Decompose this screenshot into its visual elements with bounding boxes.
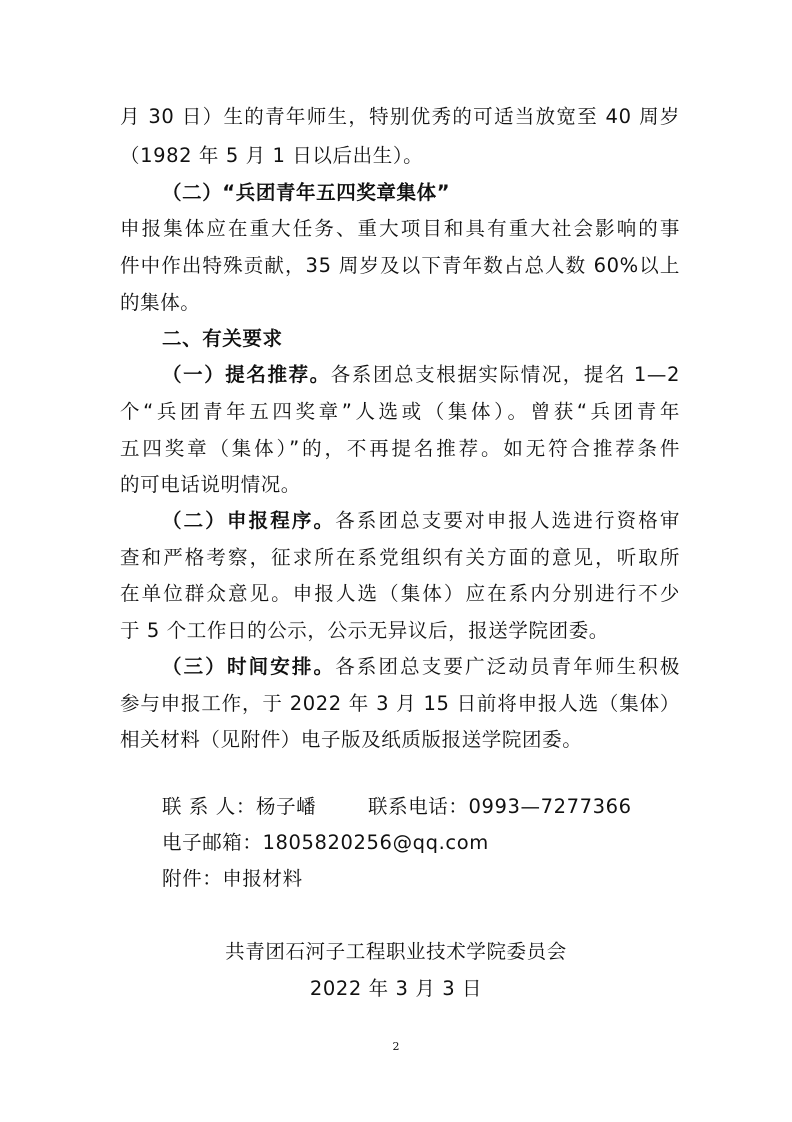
signature-org: 共青团石河子工程职业技术学院委员会 <box>225 940 567 963</box>
req3-line3: 相关材料（见附件）电子版及纸质版报送学院团委。 <box>120 728 583 751</box>
req2-line2: 查和严格考察，征求所在系党组织有关方面的意见，听取所 <box>120 546 680 569</box>
req3-line1 <box>162 654 680 680</box>
req1-line2: 个“兵团青年五四奖章”人选或（集体）。曾获“兵团青年 <box>120 400 680 423</box>
attachment-note: 附件：申报材料 <box>162 867 303 890</box>
para2-line1: 申报集体应在重大任务、重大项目和具有重大社会影响的事 <box>120 217 680 240</box>
req1-line1 <box>162 362 680 388</box>
req2-line1 <box>162 508 680 534</box>
req1-line1-rest: 各系团总支根据实际情况，提名 1—2 <box>330 363 680 386</box>
req3-lead: （三）时间安排。 <box>162 655 336 678</box>
para2-line3: 的集体。 <box>120 291 201 314</box>
contact-person: 联 系 人：杨子嶓 <box>162 795 317 818</box>
req2-line1-rest: 各系团总支要对申报人选进行资格审 <box>335 509 680 532</box>
req1-line3: 五四奖章（集体）”的，不再提名推荐。如无符合推荐条件 <box>120 437 680 460</box>
section2-heading: 二、有关要求 <box>162 327 283 350</box>
page-number: 2 <box>392 1040 400 1053</box>
req3-line1-rest: 各系团总支要广泛动员青年师生积极 <box>335 655 680 678</box>
contact-phone: 联系电话：0993—7277366 <box>368 795 632 818</box>
req2-line4: 于 5 个工作日的公示，公示无异议后，报送学院团委。 <box>120 619 609 642</box>
para1-line2: （1982 年 5 月 1 日以后出生）。 <box>120 144 424 167</box>
signature-date: 2022 年 3 月 3 日 <box>309 977 483 1000</box>
para1-line1: 月 30 日）生的青年师生，特别优秀的可适当放宽至 40 周岁 <box>120 105 680 128</box>
req1-lead: （一）提名推荐。 <box>162 363 331 386</box>
req3-line2: 参与申报工作，于 2022 年 3 月 15 日前将申报人选（集体） <box>120 692 680 715</box>
para2-line2: 件中作出特殊贡献，35 周岁及以下青年数占总人数 60%以上 <box>120 254 680 277</box>
req1-line4: 的可电话说明情况。 <box>120 473 301 496</box>
contact-email: 电子邮箱：1805820256@qq.com <box>162 831 489 854</box>
req2-line3: 在单位群众意见。申报人选（集体）应在系内分别进行不少 <box>120 582 680 605</box>
req2-lead: （二）申报程序。 <box>162 509 336 532</box>
collective-heading: （二）“兵团青年五四奖章集体” <box>162 181 451 204</box>
